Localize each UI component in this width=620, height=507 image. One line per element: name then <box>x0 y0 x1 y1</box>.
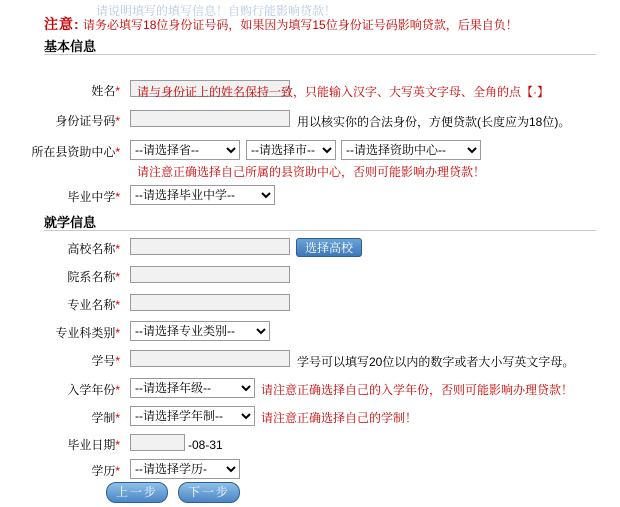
label-student-number: 学号* <box>91 354 120 368</box>
next-step-button[interactable]: 下一步 <box>178 482 240 503</box>
select-college-button[interactable]: 选择高校 <box>296 238 362 257</box>
label-college: 高校名称* <box>67 242 120 256</box>
city-select[interactable] <box>246 140 336 160</box>
id-number-hint: 用以核实你的合法身份，方便贷款(长度应为18位)。 <box>297 115 571 129</box>
label-aid-center: 所在县资助中心* <box>31 145 120 159</box>
warning-text: 请务必填写18位身份证号码，如果因为填写15位身份证号码影响贷款，后果自负！ <box>83 18 518 32</box>
label-enroll-year: 入学年份* <box>67 383 120 397</box>
student-number-hint: 学号可以填写20位以内的数字或者大小写英文字母。 <box>297 355 575 369</box>
enroll-year-select[interactable] <box>130 378 255 398</box>
province-select[interactable] <box>130 140 240 160</box>
id-number-input[interactable] <box>130 110 290 127</box>
education-select[interactable] <box>130 459 240 479</box>
section-basic-title: 基本信息 <box>44 39 97 54</box>
label-department: 院系名称* <box>67 270 120 284</box>
label-name: 姓名* <box>91 84 120 98</box>
label-major: 专业名称* <box>67 298 120 312</box>
graduate-date-suffix: -08-31 <box>188 438 223 452</box>
department-input[interactable] <box>130 266 290 283</box>
major-type-select[interactable] <box>130 321 270 341</box>
label-highschool: 毕业中学* <box>67 190 120 204</box>
label-major-type: 专业科类别* <box>55 326 120 340</box>
label-id-number: 身份证号码* <box>55 114 120 128</box>
warning-label: 注意: <box>44 16 80 32</box>
warning-notice <box>44 14 518 34</box>
section-study-title: 就学信息 <box>44 215 97 230</box>
enroll-year-hint: 请注意正确选择自己的入学年份，否则可能影响办理贷款！ <box>261 383 574 397</box>
aid-center-select[interactable] <box>341 140 481 160</box>
name-hint: 请与身份证上的姓名保持一致，只能输入汉字、大写英文字母、全角的点【·】 <box>137 85 549 99</box>
label-schooling-length: 学制* <box>91 411 120 425</box>
faded-notice-text: 请说明填写的填写信息！自购行能影响贷款！ <box>96 4 337 18</box>
graduate-year-input[interactable] <box>130 434 185 451</box>
college-input[interactable] <box>130 238 290 255</box>
schooling-length-hint: 请注意正确选择自己的学制！ <box>261 411 418 425</box>
schooling-length-select[interactable] <box>130 406 255 426</box>
student-number-input[interactable] <box>130 350 290 367</box>
highschool-select[interactable] <box>130 185 275 205</box>
label-education: 学历* <box>91 464 120 478</box>
major-input[interactable] <box>130 294 290 311</box>
label-graduate-date: 毕业日期* <box>67 438 120 452</box>
aid-center-hint: 请注意正确选择自己所属的县资助中心，否则可能影响办理贷款！ <box>137 165 486 179</box>
previous-step-button[interactable]: 上一步 <box>106 482 168 503</box>
